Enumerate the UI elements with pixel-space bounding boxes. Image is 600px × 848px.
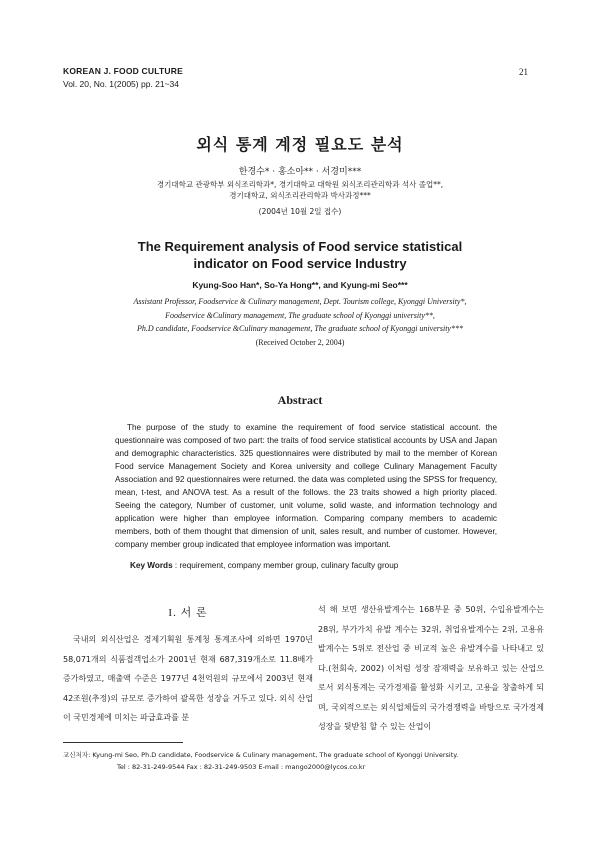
- english-affiliation-line: Assistant Professor, Foodservice & Culinary management, Dept. Tourism college, Kyonggi University*,: [133, 297, 467, 306]
- abstract-paragraph: The purpose of the study to examine the requirement of food service statistical account. the questionnaire was composed of two part: the traits of food service statistical accounts by USA and Japan and demographic characteristics. 325 questionnaires were distributed by mail to the member of Korean Food service Management Society and Korea university and college Culinary Management Faculty Association and 92 questionnaires were returned. the data was completed using the SPSS for frequency, mean, t-test, and ANOVA test. As a result of the follows. the 23 traits showed a high priority placed. Seeing the category, Number of customer, unit volume, solid waste, and information technology and application were higher than employee information. Comparing company members to academic members, both of them thought that dimension of unit, sales result, and number of customer. However, company member group indicated that employee information was important.: [115, 423, 497, 549]
- english-authors: Kyung-Soo Han*, So-Ya Hong**, and Kyung-mi Seo***: [192, 280, 408, 290]
- footnote-author-line: 교신저자: Kyung-mi Seo, Ph.D candidate, Foodservice & Culinary management, The graduate school of Kyonggi University.: [63, 751, 459, 759]
- right-column-paragraph: 석 해 보면 생산유발계수는 168부문 중 50위, 수입유발계수는 28위, 부가가치 유발 계수는 32위, 취업유발계수는 2위, 고용유발계수는 5위로 전산업 중 비교적 높은 유발계수를 나타내고 있다.(천회숙, 2002) 이처럼 성장 잠재력을 보유하고 있는 산업으로서 외식통계는 국가경제를 활성화 시키고, 고용을 창출하게 되며, 국외적으로는 외식업체들의 국가경쟁력을 바탕으로 국가경제성장을 뒷받침 할 수 있는 산업이: [318, 605, 544, 731]
- english-affiliation-line: Ph.D candidate, Foodservice &Culinary management, The graduate school of Kyonggi university***: [137, 324, 463, 333]
- korean-affiliation-line: 경기대학교 관광학부 외식조리학과*, 경기대학교 대학원 외식조리관리학과 석사 졸업**,: [156, 180, 444, 189]
- keywords-line: [130, 561, 398, 570]
- journal-volume: Vol. 20, No. 1(2005) pp. 21~34: [63, 79, 180, 89]
- korean-authors: 한경수* · 홍소아** · 서경미***: [238, 167, 362, 177]
- footnote-contact-line: Tel : 82-31-249-9544 Fax : 82-31-249-9503 E-mail : mango2000@lycos.co.kr: [117, 763, 366, 771]
- left-column-paragraph: 국내의 외식산업은 경제기획원 통계청 통계조사에 의하면 1970년 58,071개의 식품접객업소가 2001년 현재 687,319개소로 11.8배가 증가하였고, 매출액 수준은 1977년 4천억원의 규모에서 2003년 현재 42조원(추정)의 규모로 증가하여 괄목한 성장을 거두고 있다. 외식 산업이 국민경제에 미치는 파급효과를 분: [63, 635, 313, 722]
- body-left-column: [63, 630, 313, 728]
- korean-received-date: (2004년 10월 2일 접수): [258, 207, 342, 216]
- korean-title: 외식 통계 계정 필요도 분석: [196, 135, 404, 154]
- keywords-list: : requirement, company member group, culinary faculty group: [174, 561, 399, 570]
- journal-name: KOREAN J. FOOD CULTURE: [63, 66, 183, 76]
- corresponding-author-footnote: [63, 749, 458, 773]
- english-affiliation-line: Foodservice &Culinary management, The graduate school of Kyonggi university**,: [165, 311, 435, 320]
- footnote-divider: [63, 742, 183, 743]
- english-title-line-2: indicator on Food service Industry: [193, 256, 407, 271]
- english-title-line-1: The Requirement analysis of Food service statistical: [137, 239, 463, 254]
- abstract-heading: Abstract: [277, 393, 323, 407]
- body-right-column: [318, 600, 544, 737]
- section-heading-introduction: I. 서 론: [168, 607, 208, 619]
- abstract-body: [115, 421, 497, 551]
- keywords-label: Key Words: [130, 561, 173, 570]
- page-number: 21: [519, 67, 528, 77]
- english-received-date: (Received October 2, 2004): [255, 338, 345, 347]
- korean-affiliation-line: 경기대학교, 외식조리관리학과 박사과정***: [229, 191, 371, 200]
